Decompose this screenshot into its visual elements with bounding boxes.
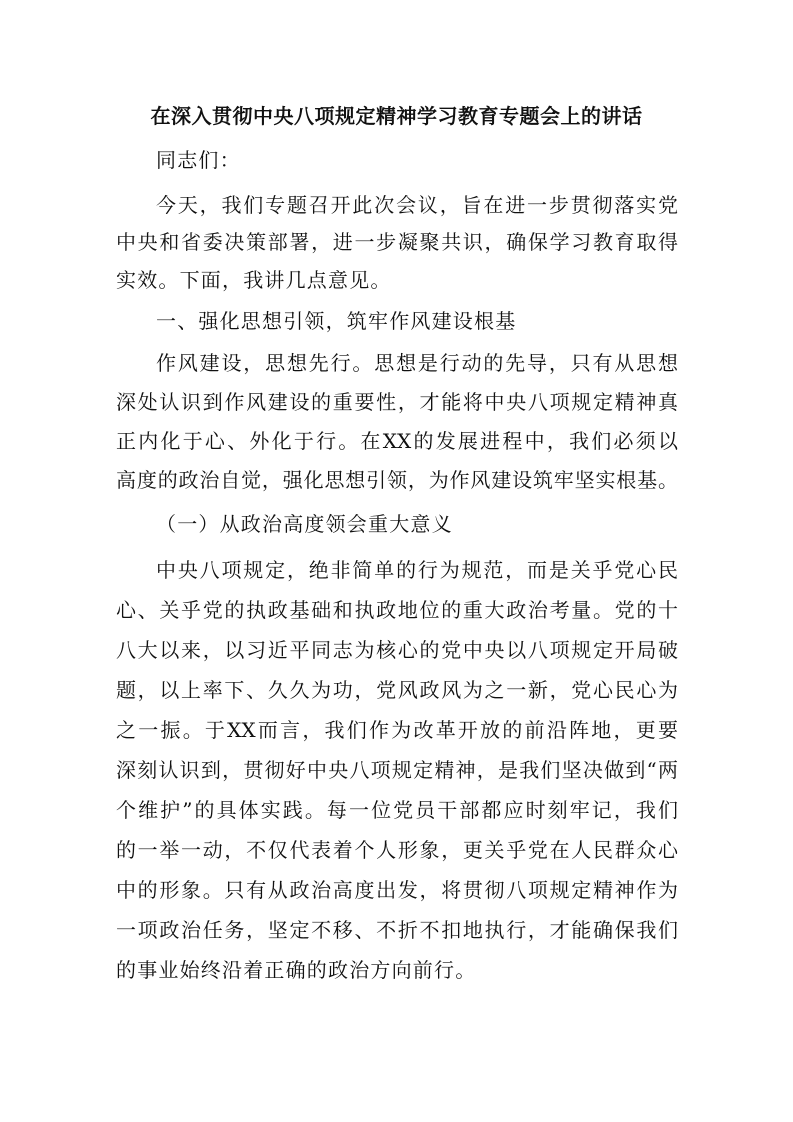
paragraph-line: 高度的政治自觉，强化思想引领，为作风建设筑牢坚实根基。 xyxy=(116,468,678,492)
salutation: 同志们： xyxy=(156,148,241,172)
paragraph-line: 实效。下面，我讲几点意见。 xyxy=(116,268,392,292)
section-heading: 一、强化思想引领，筑牢作风建设根基 xyxy=(156,309,517,333)
paragraph-line: 心、关乎党的执政基础和执政地位的重大政治考量。党的十 xyxy=(116,598,678,622)
paragraph-line: 深刻认识到，贯彻好中央八项规定精神，是我们坚决做到“两 xyxy=(116,758,678,782)
paragraph-line: 作风建设，思想先行。思想是行动的先导，只有从思想 xyxy=(156,351,678,375)
paragraph-line: 中的形象。只有从政治高度出发，将贯彻八项规定精神作为 xyxy=(116,878,678,902)
paragraph-line: 一项政治任务，坚定不移、不折不扣地执行，才能确保我们 xyxy=(116,918,678,942)
paragraph-line: 中央和省委决策部署，进一步凝聚共识，确保学习教育取得 xyxy=(116,230,678,254)
document-title: 在深入贯彻中央八项规定精神学习教育专题会上的讲话 xyxy=(150,104,643,128)
subsection-heading: （一）从政治高度领会重大意义 xyxy=(156,512,453,536)
paragraph-line: 今天，我们专题召开此次会议，旨在进一步贯彻落实党 xyxy=(156,193,678,217)
paragraph-line: 深处认识到作风建设的重要性，才能将中央八项规定精神真 xyxy=(116,390,678,414)
paragraph-line: 个维护”的具体实践。每一位党员干部都应时刻牢记，我们 xyxy=(116,798,678,822)
paragraph-line: 题，以上率下、久久为功，党风政风为之一新，党心民心为 xyxy=(116,678,678,702)
paragraph-line: 的一举一动，不仅代表着个人形象，更关乎党在人民群众心 xyxy=(116,838,678,862)
paragraph-line: 之一振。于XX而言，我们作为改革开放的前沿阵地，更要 xyxy=(116,718,678,742)
paragraph-line: 中央八项规定，绝非简单的行为规范，而是关乎党心民 xyxy=(156,558,678,582)
paragraph-line: 八大以来，以习近平同志为核心的党中央以八项规定开局破 xyxy=(116,638,678,662)
paragraph-line: 的事业始终沿着正确的政治方向前行。 xyxy=(116,958,477,982)
paragraph-line: 正内化于心、外化于行。在XX的发展进程中，我们必须以 xyxy=(116,429,678,453)
